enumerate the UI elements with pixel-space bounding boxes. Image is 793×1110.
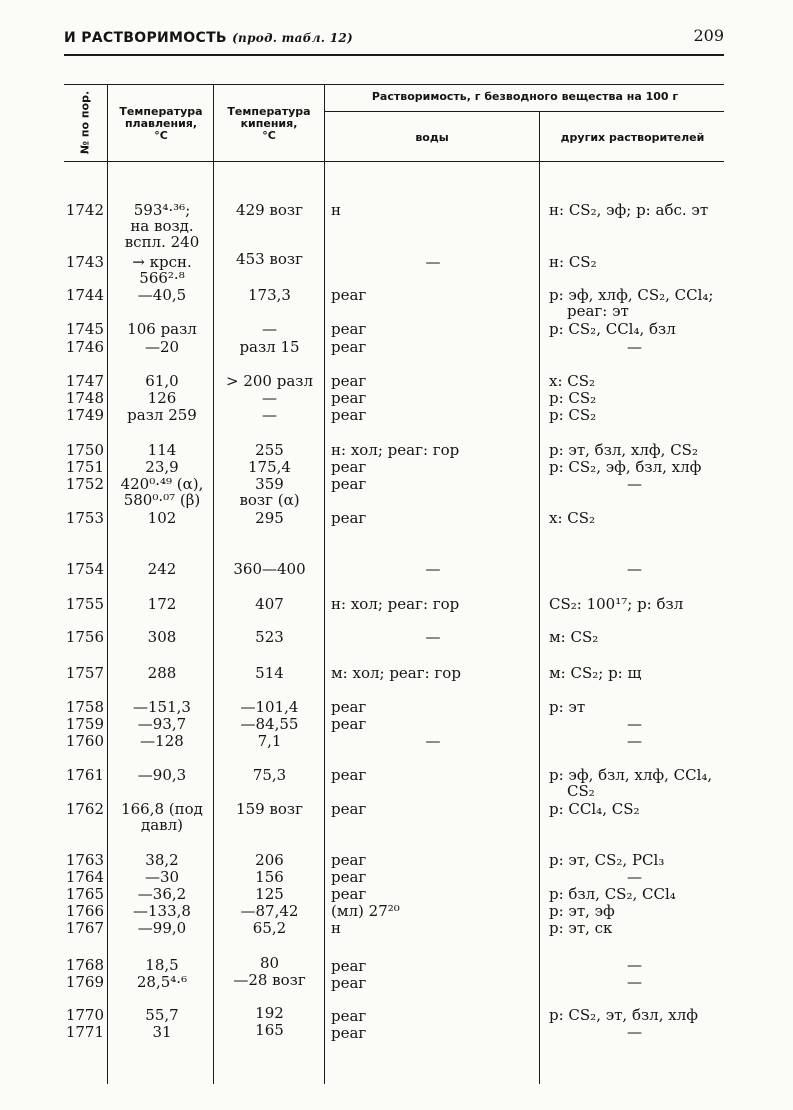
boiling-point: 514 <box>255 664 284 682</box>
boiling-point: 125 <box>255 885 284 903</box>
header-water: воды <box>415 131 449 144</box>
boiling-point: 159 возг <box>236 800 303 818</box>
other-solubility: CS₂: 100¹⁷; р: бзл <box>549 595 684 613</box>
water-solubility: реаг <box>331 372 367 390</box>
running-head <box>64 26 724 50</box>
boiling-point: 453 возг <box>236 250 303 268</box>
other-solubility: р: CS₂, эт, бзл, хлф <box>549 1006 698 1024</box>
solubility-subrule <box>325 111 724 112</box>
boiling-point: 523 <box>255 628 284 646</box>
other-solubility: — <box>627 560 642 578</box>
row-number: 1757 <box>65 664 104 682</box>
row-number: 1746 <box>65 338 104 356</box>
water-solubility: реаг <box>331 885 367 903</box>
other-solubility: р: эт, эф <box>549 902 615 920</box>
row-number: 1745 <box>65 320 104 338</box>
row-number: 1771 <box>65 1023 104 1041</box>
melting-point: 593⁴·³⁶; на возд. вспл. 240 <box>124 201 200 251</box>
row-number: 1754 <box>65 560 104 578</box>
row-number: 1748 <box>65 389 104 407</box>
melting-point: 31 <box>152 1023 172 1041</box>
running-head-title: И РАСТВОРИМОСТЬ (прод. табл. 12) <box>64 30 354 46</box>
row-number: 1744 <box>65 286 104 304</box>
row-number: 1758 <box>65 698 104 716</box>
boiling-point: 65,2 <box>252 919 287 937</box>
row-number: 1742 <box>65 201 104 219</box>
melting-point: 38,2 <box>145 851 179 869</box>
row-number: 1759 <box>65 715 104 733</box>
melting-point: 23,9 <box>145 458 179 476</box>
row-number: 1762 <box>65 800 104 818</box>
boiling-point: 165 <box>255 1021 284 1039</box>
row-number: 1767 <box>65 919 104 937</box>
water-solubility: реаг <box>331 475 367 493</box>
top-rule <box>64 54 724 56</box>
other-solubility: р: CCl₄, CS₂ <box>549 800 640 818</box>
melting-point: 114 <box>147 441 177 459</box>
boiling-point: 407 <box>255 595 284 613</box>
water-solubility: — <box>425 732 441 750</box>
boiling-point: —28 возг <box>233 971 306 989</box>
row-number: 1770 <box>65 1006 104 1024</box>
melting-point: 28,5⁴·⁶ <box>136 973 188 991</box>
boiling-point: — <box>262 320 277 338</box>
melting-point: разл 259 <box>127 406 197 424</box>
row-number: 1753 <box>65 509 104 527</box>
water-solubility: реаг <box>331 406 367 424</box>
melting-point: —99,0 <box>137 919 187 937</box>
row-number: 1765 <box>65 885 104 903</box>
melting-point: —30 <box>144 868 180 886</box>
other-solubility: р: эф, бзл, хлф, CCl₄, CS₂ <box>549 766 713 800</box>
other-solubility: р: эф, хлф, CS₂, CCl₄; реаг: эт <box>549 286 714 320</box>
water-solubility: н: хол; реаг: гор <box>331 441 460 459</box>
other-solubility: х: CS₂ <box>549 509 596 527</box>
row-number: 1760 <box>65 732 104 750</box>
other-solubility: — <box>627 868 642 886</box>
col-divider-4 <box>539 111 540 1084</box>
water-solubility: н <box>331 919 341 937</box>
boiling-point: —87,42 <box>240 902 299 920</box>
col-divider-2 <box>213 84 214 1084</box>
water-solubility: — <box>425 560 441 578</box>
water-solubility: реаг <box>331 868 367 886</box>
water-solubility: реаг <box>331 957 367 975</box>
header-other: других растворителей <box>560 131 705 144</box>
header-number: № по пор. <box>78 90 92 155</box>
water-solubility: реаг <box>331 320 367 338</box>
boiling-point: разл 15 <box>239 338 300 356</box>
water-solubility: реаг <box>331 389 367 407</box>
boiling-point: 359 возг (α) <box>239 475 300 509</box>
col-divider-1 <box>107 84 108 1084</box>
water-solubility: — <box>425 628 441 646</box>
water-solubility: реаг <box>331 800 367 818</box>
melting-point: → крсн. 566²·⁸ <box>132 253 192 287</box>
boiling-point: 192 <box>255 1004 284 1022</box>
other-solubility: р: эт, ск <box>549 919 613 937</box>
other-solubility: р: CS₂, эф, бзл, хлф <box>549 458 702 476</box>
melting-point: —40,5 <box>137 286 187 304</box>
water-solubility: н <box>331 201 341 219</box>
other-solubility: р: эт, CS₂, PCl₃ <box>549 851 665 869</box>
other-solubility: н: CS₂, эф; р: абс. эт <box>549 201 709 219</box>
boiling-point: 175,4 <box>248 458 291 476</box>
boiling-point: 255 <box>255 441 284 459</box>
water-solubility: м: хол; реаг: гор <box>331 664 461 682</box>
melting-point: 242 <box>147 560 177 578</box>
melting-point: 61,0 <box>145 372 179 390</box>
water-solubility: реаг <box>331 974 367 992</box>
melting-point: 55,7 <box>145 1006 179 1024</box>
header-solubility: Растворимость, г безводного вещества на 100 г <box>371 90 679 103</box>
row-number: 1761 <box>65 766 104 784</box>
other-solubility: р: бзл, CS₂, CCl₄ <box>549 885 676 903</box>
page-number: 209 <box>693 26 724 45</box>
other-solubility: р: CS₂ <box>549 389 597 407</box>
other-solubility: р: эт <box>549 698 586 716</box>
row-number: 1750 <box>65 441 104 459</box>
water-solubility: реаг <box>331 338 367 356</box>
water-solubility: (мл) 27²⁰ <box>331 902 400 920</box>
boiling-point: —101,4 <box>240 698 299 716</box>
water-solubility: реаг <box>331 509 367 527</box>
water-solubility: реаг <box>331 286 367 304</box>
boiling-point: > 200 разл <box>226 372 313 390</box>
row-number: 1763 <box>65 851 104 869</box>
melting-point: —151,3 <box>133 698 191 716</box>
other-solubility: м: CS₂ <box>549 628 599 646</box>
boiling-point: 295 <box>255 509 284 527</box>
boiling-point: 75,3 <box>252 766 287 784</box>
other-solubility: — <box>627 732 642 750</box>
other-solubility: — <box>627 475 642 493</box>
row-number: 1752 <box>65 475 104 493</box>
table-top-rule <box>64 84 724 85</box>
melting-point: 172 <box>147 595 177 613</box>
other-solubility: р: эт, бзл, хлф, CS₂ <box>549 441 698 459</box>
boiling-point: 173,3 <box>248 286 291 304</box>
other-solubility: — <box>627 338 642 356</box>
header-boiling: Температура кипения, °C <box>227 105 311 142</box>
water-solubility: реаг <box>331 1007 367 1025</box>
water-solubility: реаг <box>331 458 367 476</box>
row-number: 1749 <box>65 406 104 424</box>
row-number: 1755 <box>65 595 104 613</box>
water-solubility: реаг <box>331 1024 367 1042</box>
row-number: 1743 <box>65 253 104 271</box>
boiling-point: —84,55 <box>240 715 299 733</box>
melting-point: 126 <box>147 389 177 407</box>
water-solubility: н: хол; реаг: гор <box>331 595 460 613</box>
other-solubility: — <box>627 956 642 974</box>
row-number: 1768 <box>65 956 104 974</box>
melting-point: 420⁰·⁴⁹ (α), 580⁰·⁰⁷ (β) <box>120 475 204 509</box>
other-solubility: н: CS₂ <box>549 253 597 271</box>
melting-point: —93,7 <box>137 715 187 733</box>
col-divider-3 <box>324 84 325 1084</box>
melting-point: 166,8 (под давл) <box>121 800 203 834</box>
other-solubility: — <box>627 1023 642 1041</box>
boiling-point: — <box>262 406 277 424</box>
row-number: 1766 <box>65 902 104 920</box>
row-number: 1747 <box>65 372 104 390</box>
other-solubility: м: CS₂; р: щ <box>549 664 642 682</box>
row-number: 1756 <box>65 628 104 646</box>
water-solubility: реаг <box>331 851 367 869</box>
running-head-continuation: (прод. табл. 12) <box>232 31 354 45</box>
row-number: 1764 <box>65 868 104 886</box>
boiling-point: — <box>262 389 277 407</box>
water-solubility: реаг <box>331 715 367 733</box>
water-solubility: реаг <box>331 766 367 784</box>
boiling-point: 80 <box>259 954 280 972</box>
melting-point: 18,5 <box>145 956 179 974</box>
boiling-point: 360—400 <box>233 560 306 578</box>
melting-point: —133,8 <box>133 902 191 920</box>
melting-point: —36,2 <box>137 885 187 903</box>
boiling-point: 429 возг <box>236 201 303 219</box>
other-solubility: р: CS₂, CCl₄, бзл <box>549 320 676 338</box>
header-bottom-rule <box>64 161 724 162</box>
melting-point: 288 <box>147 664 177 682</box>
row-number: 1751 <box>65 458 104 476</box>
other-solubility: р: CS₂ <box>549 406 597 424</box>
melting-point: —20 <box>144 338 180 356</box>
melting-point: —90,3 <box>137 766 187 784</box>
boiling-point: 156 <box>255 868 284 886</box>
melting-point: —128 <box>140 732 184 750</box>
boiling-point: 7,1 <box>257 732 282 750</box>
row-number: 1769 <box>65 973 104 991</box>
water-solubility: реаг <box>331 698 367 716</box>
other-solubility: х: CS₂ <box>549 372 596 390</box>
header-melting: Температура плавления, °C <box>119 105 203 142</box>
melting-point: 106 разл <box>127 320 197 338</box>
boiling-point: 206 <box>255 851 284 869</box>
other-solubility: — <box>627 715 642 733</box>
melting-point: 102 <box>147 509 177 527</box>
water-solubility: — <box>425 253 441 271</box>
melting-point: 308 <box>147 628 177 646</box>
other-solubility: — <box>627 973 642 991</box>
